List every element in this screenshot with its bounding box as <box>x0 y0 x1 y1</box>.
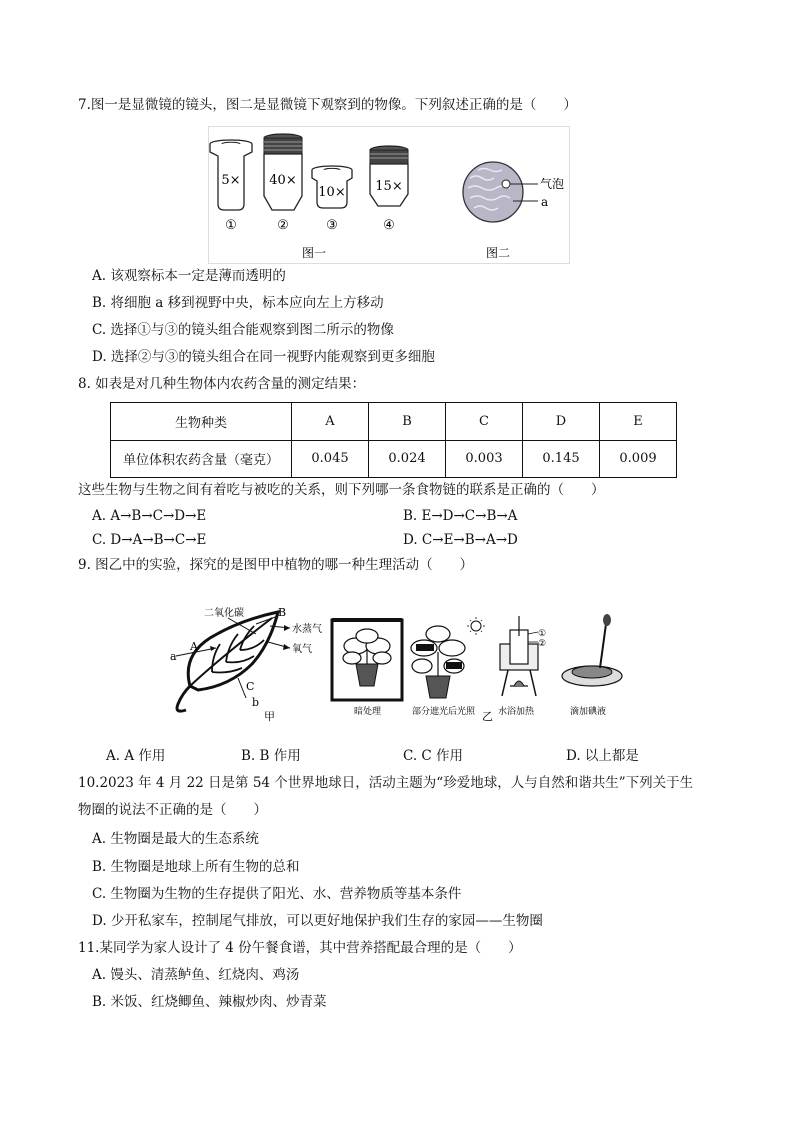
q9-stem: 9. 图乙中的实验，探究的是图甲中植物的哪一种生理活动（ ） <box>78 557 474 573</box>
q10-stem-line1: 10.2023 年 4 月 22 日是第 54 个世界地球日，活动主题为“珍爱地球，人与自然和谐共生”下列关于生 <box>78 775 694 791</box>
lens-2-num: ② <box>277 218 289 233</box>
q9-option-d[interactable]: D. 以上都是 <box>566 748 639 764</box>
step-partial-shading <box>411 617 485 698</box>
lens-4-mag: 15× <box>375 179 403 194</box>
table-row-label: 单位体积农药含量（毫克） <box>111 440 292 478</box>
fig1-caption: 图一 <box>301 246 327 260</box>
table-cell: 0.003 <box>446 440 523 478</box>
lens-2-mag: 40× <box>269 173 297 188</box>
leaf-label-water-vapor: 水蒸气 <box>292 624 322 635</box>
table-cell: A <box>292 403 369 441</box>
table-row <box>111 440 677 478</box>
q8-option-b[interactable]: B. E→D→C→B→A <box>403 508 518 524</box>
q10-option-b[interactable]: B. 生物圈是地球上所有生物的总和 <box>92 859 300 875</box>
table-cell: 0.024 <box>369 440 446 478</box>
q7-option-d[interactable]: D. 选择②与③的镜头组合在同一视野内能观察到更多细胞 <box>92 349 435 365</box>
lens-3-eyepiece <box>312 166 352 233</box>
table-cell: 0.009 <box>600 440 677 478</box>
lens-4-num: ④ <box>383 218 395 233</box>
fig2-a-label: a <box>541 195 549 209</box>
step-4-label: 滴加碘液 <box>570 707 607 717</box>
q9-figure <box>160 586 630 734</box>
beaker-mark-1: ① <box>538 629 547 639</box>
q10-stem-line2: 物圈的说法不正确的是（ ） <box>78 802 267 818</box>
fig-jia-caption: 甲 <box>264 710 275 723</box>
step-2-label: 部分遮光后光照 <box>412 707 476 717</box>
step-1-label: 暗处理 <box>354 707 382 717</box>
q11-stem: 11.某同学为家人设计了 4 份午餐食谱，其中营养搭配最合理的是（ ） <box>78 940 522 956</box>
leaf-label-c: C <box>246 680 255 693</box>
step-3-label: 水浴加热 <box>498 707 535 717</box>
table-cell: B <box>369 403 446 441</box>
q10-option-c[interactable]: C. 生物圈为生物的生存提供了阳光、水、营养物质等基本条件 <box>92 886 462 902</box>
table-row <box>111 403 677 441</box>
lens-4-objective <box>370 146 408 233</box>
q8-option-a[interactable]: A. A→B→C→D→E <box>92 508 207 524</box>
step-dark-treatment <box>332 620 402 700</box>
fig-yi-caption: 乙 <box>482 710 493 723</box>
q8-followup: 这些生物与生物之间有着吃与被吃的关系，则下列哪一条食物链的联系是正确的（ ） <box>78 482 605 498</box>
table-cell: C <box>446 403 523 441</box>
q8-option-d[interactable]: D. C→E→B→A→D <box>403 532 518 548</box>
beaker-mark-2: ② <box>538 639 547 649</box>
q8-option-c[interactable]: C. D→A→B→C→E <box>92 532 207 548</box>
lens-1-mag: 5× <box>221 173 241 188</box>
q9-option-a[interactable]: A. A 作用 <box>106 748 166 764</box>
lens-3-num: ③ <box>326 218 338 233</box>
table-cell: D <box>523 403 600 441</box>
q7-option-a[interactable]: A. 该观察标本一定是薄而透明的 <box>92 268 286 284</box>
leaf-label-b: B <box>278 606 287 619</box>
step-water-bath <box>500 616 538 696</box>
lens-1-eyepiece <box>210 140 252 233</box>
leaf-label-b-lower: b <box>252 696 260 709</box>
q10-option-a[interactable]: A. 生物圈是最大的生态系统 <box>92 831 259 847</box>
leaf-diagram <box>176 612 290 711</box>
q11-option-a[interactable]: A. 馒头、清蒸鲈鱼、红烧肉、鸡汤 <box>92 967 300 983</box>
leaf-label-co2: 二氧化碳 <box>204 608 244 619</box>
q10-option-d[interactable]: D. 少开私家车，控制尾气排放，可以更好地保护我们生存的家园——生物圈 <box>92 913 543 929</box>
fig2-bubble-label: 气泡 <box>540 177 565 191</box>
leaf-label-a-lower: a <box>170 650 177 663</box>
microscope-field <box>463 162 538 222</box>
table-cell: 0.145 <box>523 440 600 478</box>
lens-3-mag: 10× <box>318 185 346 200</box>
lens-2-objective <box>264 134 302 233</box>
table-header-label: 生物种类 <box>111 403 292 441</box>
q8-stem: 8. 如表是对几种生物体内农药含量的测定结果： <box>78 376 366 392</box>
leaf-label-a-upper: A <box>190 640 198 653</box>
q7-option-c[interactable]: C. 选择①与③的镜头组合能观察到图二所示的物像 <box>92 322 394 338</box>
q7-option-b[interactable]: B. 将细胞 a 移到视野中央，标本应向左上方移动 <box>92 295 384 311</box>
q9-option-c[interactable]: C. C 作用 <box>403 748 464 764</box>
table-cell: E <box>600 403 677 441</box>
q11-option-b[interactable]: B. 米饭、红烧鲫鱼、辣椒炒肉、炒青菜 <box>92 994 327 1010</box>
fig2-caption: 图二 <box>485 246 511 260</box>
leaf-label-oxygen: 氧气 <box>292 644 312 655</box>
lens-1-num: ① <box>225 218 237 233</box>
step-iodine <box>562 614 622 686</box>
q7-figure <box>208 126 570 264</box>
q9-option-b[interactable]: B. B 作用 <box>241 748 301 764</box>
pesticide-table <box>110 402 677 478</box>
table-cell: 0.045 <box>292 440 369 478</box>
q7-stem: 7.图一是显微镜的镜头，图二是显微镜下观察到的物像。下列叙述正确的是（ ） <box>78 97 577 113</box>
